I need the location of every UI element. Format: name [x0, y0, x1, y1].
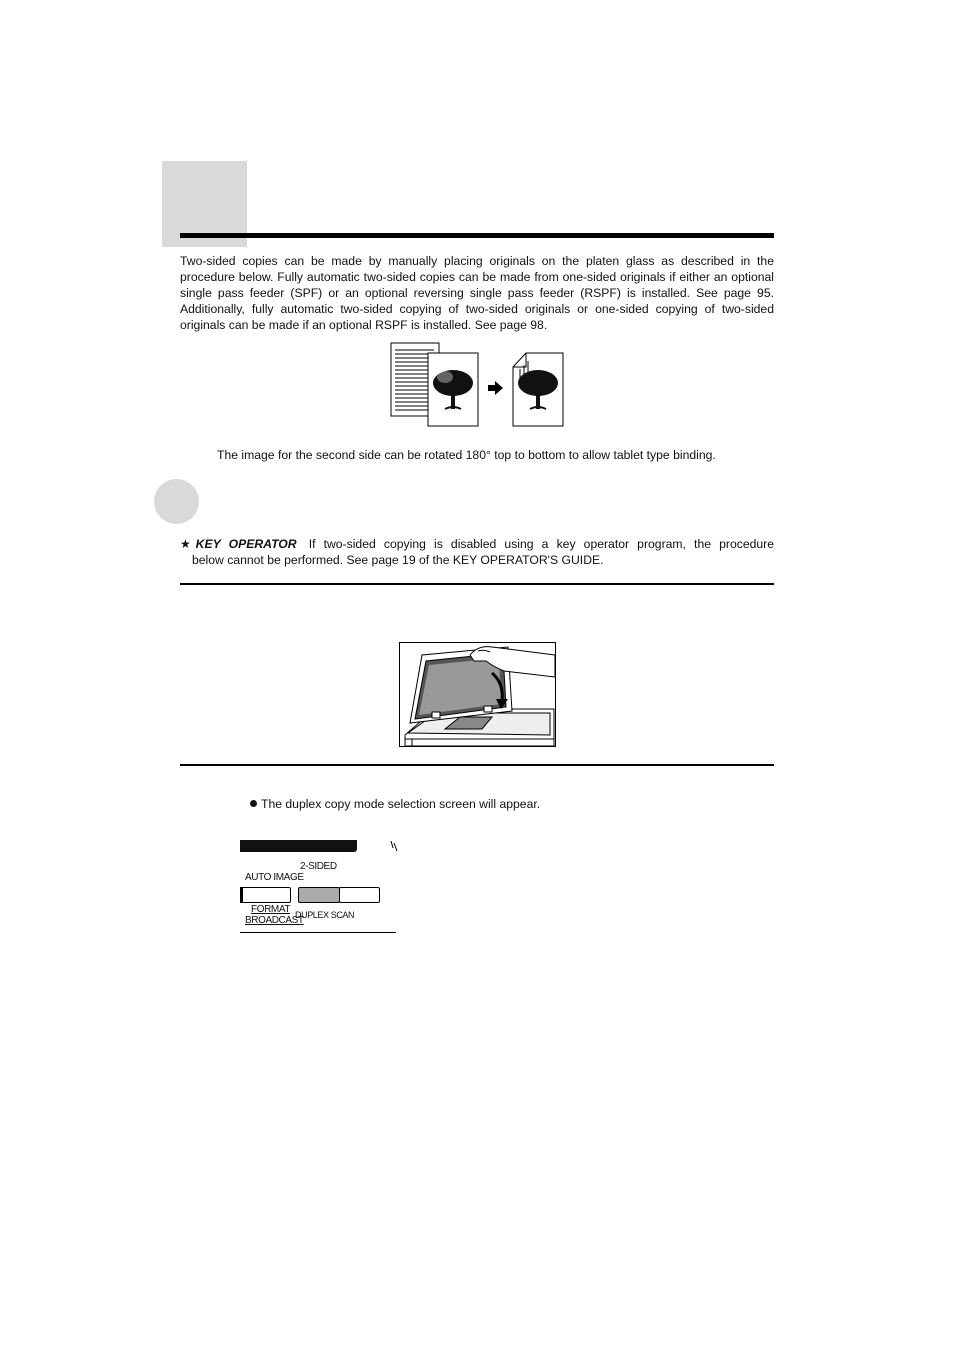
- panel-edge-mark: [390, 840, 398, 852]
- two-sided-key-right[interactable]: [339, 887, 380, 903]
- two-sided-label: 2-SIDED: [300, 861, 337, 872]
- star-icon: ★: [180, 537, 196, 551]
- panel-bottom-line: [240, 932, 396, 933]
- format-label: FORMAT: [251, 904, 291, 915]
- section-heading-rule: [180, 233, 774, 238]
- key-operator-line2: below cannot be performed. See page 19 of the KEY OPERATOR'S GUIDE.: [192, 553, 604, 567]
- duplex-illustration: [390, 341, 566, 429]
- key-operator-note: [180, 536, 774, 568]
- panel-display-bar: [240, 840, 357, 852]
- key-operator-label: KEY OPERATOR: [195, 537, 297, 551]
- auto-image-label: AUTO IMAGE: [245, 872, 304, 883]
- bullet-dot-icon: [250, 800, 257, 807]
- two-sided-key-left[interactable]: [298, 887, 340, 903]
- step2-bullet: The duplex copy mode selection screen will appear.: [250, 797, 540, 811]
- duplex-copy-page: [513, 353, 563, 426]
- tree-page: [428, 353, 478, 426]
- illustration-caption: The image for the second side can be rotated 180° top to bottom to allow tablet type binding.: [217, 448, 716, 462]
- control-panel: [240, 840, 396, 934]
- note-marker: [154, 479, 199, 524]
- arrow-right-icon: [488, 381, 503, 395]
- key-operator-line1: ★KEY OPERATOR If two-sided copying is disabled using a key operator program, the procedure: [180, 537, 774, 551]
- close-cover-illustration: [399, 642, 556, 747]
- step2-rule: [180, 764, 774, 766]
- intro-paragraph: Two-sided copies can be made by manually placing originals on the platen glass as described in the procedure below. Fully automatic two-sided copies can be made from one-sided originals if either an optional single pass feeder (SPF) or an optional reversing single pass feeder (RSPF) is installed. See page 95. Additionally, fully automatic two-sided copying of two-sided originals or one-sided copying of two-sided originals can be made if an optional RSPF is installed. See page 98.: [180, 254, 774, 332]
- duplex-scan-label: DUPLEX SCAN: [295, 910, 355, 920]
- step1-rule: [180, 583, 774, 585]
- auto-image-key[interactable]: [240, 887, 291, 903]
- broadcast-label: BROADCAST: [245, 915, 304, 926]
